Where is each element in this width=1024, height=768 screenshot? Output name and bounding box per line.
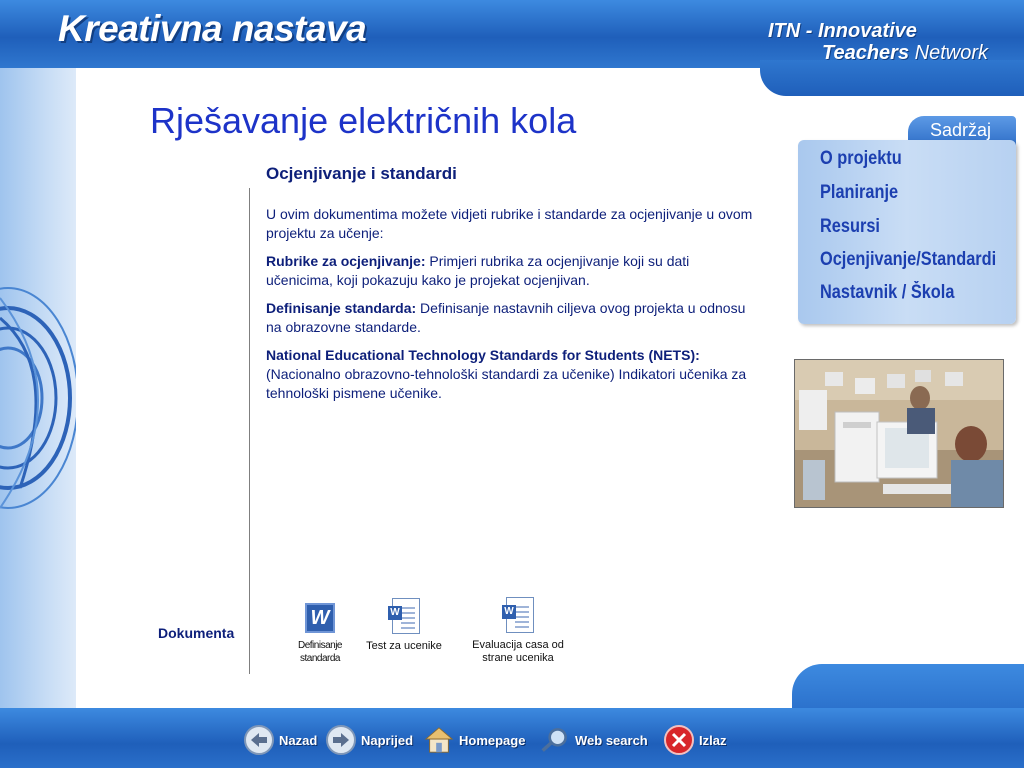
nav-forward-label: Naprijed [361, 732, 414, 748]
document-caption-line1: Definisanje [298, 640, 342, 651]
content-body [266, 205, 760, 412]
close-icon [664, 725, 694, 755]
document-caption [284, 639, 356, 665]
bottom-band-rise [792, 664, 1024, 714]
document-caption-line2: standarda [300, 653, 340, 664]
menu-item-o-projektu[interactable]: O projektu [820, 148, 902, 169]
document-caption-line1: Evaluacija casa od [472, 639, 564, 651]
word-document-icon: W [502, 597, 534, 633]
menu-item-ocjenjivanje-standardi[interactable]: Ocjenjivanje/Standardi [820, 249, 997, 270]
contents-tab-label: Sadržaj [930, 120, 992, 140]
network-title-line2 [822, 42, 988, 65]
menu-item-resursi[interactable]: Resursi [820, 216, 880, 237]
network-title-rest: Network [909, 42, 988, 64]
standards-paragraph [266, 299, 760, 337]
swirl-decoration [0, 68, 76, 708]
arrow-right-icon [326, 725, 356, 755]
classroom-photo-image [795, 360, 1004, 508]
rubrics-text: Primjeri rubrika za ocjenjivanje koji su dati učenicima, koji pokazuju kako je projekat ocjenjivan. [266, 253, 690, 288]
intro-paragraph: U ovim dokumentima možete vidjeti rubrike i standarde za ocjenjivanje u ovom projektu za učenje: [266, 206, 753, 241]
document-evaluacija-casa[interactable] [460, 597, 576, 665]
document-caption-line2: strane ucenika [482, 652, 554, 664]
nav-back-button[interactable] [244, 722, 317, 758]
menu-item-nastavnik-skola[interactable]: Nastavnik / Škola [820, 282, 955, 303]
standards-label[interactable]: Definisanje standarda: [266, 300, 417, 316]
page-title: Rješavanje električnih kola [150, 100, 577, 141]
document-caption [354, 640, 454, 653]
nav-home-label: Homepage [459, 732, 526, 748]
brand-title: Kreativna nastava [58, 8, 367, 49]
nav-exit-label: Izlaz [699, 732, 727, 748]
nav-home-button[interactable] [424, 722, 525, 758]
documents-label: Dokumenta [158, 625, 235, 641]
menu-item-planiranje[interactable]: Planiranje [820, 182, 899, 203]
nav-web-search-label: Web search [575, 732, 648, 748]
word-document-icon: W [305, 603, 335, 633]
document-definisanje-standarda[interactable] [284, 603, 356, 665]
section-heading: Ocjenjivanje i standardi [266, 164, 457, 183]
nets-text: (Nacionalno obrazovno-tehnološki standardi za učenike) Indikatori učenika za tehnološki pismene učenike. [266, 366, 747, 401]
document-test-za-ucenike[interactable] [354, 598, 454, 653]
magnifier-icon [540, 725, 570, 755]
document-caption-line1: Test za ucenike [366, 640, 442, 652]
left-decor-bar [0, 68, 76, 708]
nets-paragraph [266, 346, 760, 403]
nav-back-label: Nazad [279, 732, 318, 748]
standards-text: Definisanje nastavnih ciljeva ovog projekta u odnosu na obrazovne standarde. [266, 300, 746, 335]
home-icon [424, 725, 454, 755]
nets-label[interactable]: National Educational Technology Standards for Students (NETS): [266, 347, 700, 363]
top-banner-tab [760, 60, 1024, 96]
word-document-icon: W [388, 598, 420, 634]
vertical-divider [249, 188, 250, 674]
network-title-line1: ITN - Innovative [768, 20, 917, 42]
nav-forward-button[interactable] [326, 722, 413, 758]
nav-exit-button[interactable] [664, 722, 726, 758]
nav-web-search-button[interactable] [540, 722, 648, 758]
rubrics-label[interactable]: Rubrike za ocjenjivanje: [266, 253, 426, 269]
rubrics-paragraph [266, 252, 760, 290]
arrow-left-icon [244, 725, 274, 755]
document-caption [460, 639, 576, 665]
network-title-bold: Teachers [822, 42, 910, 64]
classroom-photo [794, 359, 1004, 508]
